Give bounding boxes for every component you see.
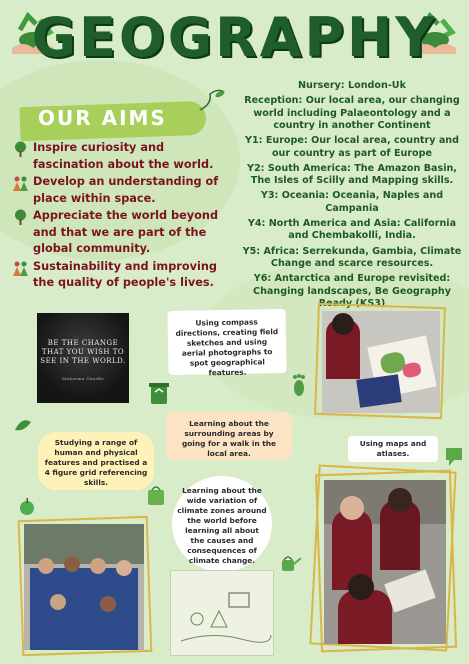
footprint-icon: [292, 374, 306, 398]
child-face: [50, 594, 66, 610]
aims-list: [12, 140, 232, 293]
curriculum-item: [238, 246, 466, 271]
child-face: [100, 596, 116, 612]
aim-text: Develop an understanding of place within space.: [33, 175, 219, 205]
year-label: Y2:: [247, 162, 265, 174]
aim-text: Inspire curiosity and fascination about the world.: [33, 141, 214, 171]
watering-can-icon: [276, 552, 302, 574]
curriculum-item: [238, 135, 466, 160]
sketch-drawing: [171, 571, 275, 657]
apple-icon: [18, 496, 36, 516]
recycle-bag-icon: [146, 484, 166, 506]
maps-bubble: [348, 436, 438, 462]
aims-heading: OUR AIMS: [38, 106, 167, 130]
year-label: Reception:: [244, 95, 303, 107]
atlas-book: [356, 374, 401, 408]
year-text: London-Uk: [348, 80, 406, 91]
child-face: [38, 558, 54, 574]
quote-line: THAT YOU WISH TO: [41, 348, 125, 356]
child-face: [90, 558, 106, 574]
leaf-icon: [14, 418, 32, 432]
children-group: [30, 568, 138, 650]
speech-bubble-icon: [444, 446, 464, 468]
year-text: Our local area, our changing world including Palaeontology and a country in another Continent: [253, 95, 460, 132]
year-text: South America: The Amazon Basin, The Isles of Scilly and Mapping skills.: [250, 162, 457, 187]
quote-line: BE THE CHANGE: [47, 339, 119, 347]
aim-item: [12, 259, 232, 292]
page-title: GEOGRAPHY: [31, 6, 438, 69]
bubble-text: Learning about the wide variation of climate zones around the world before learning all about the causes and consequences of climate change.: [177, 486, 267, 565]
year-text: Europe: Our local area, country and our country as part of Europe: [265, 135, 459, 159]
map-work-photo: [322, 311, 440, 413]
bubble-text: Studying a range of human and physical features and practised a 4 figure grid referencing skills.: [44, 438, 148, 487]
climate-bubble: [172, 476, 272, 572]
year-label: Y1:: [245, 135, 263, 147]
tree-icon: [12, 141, 29, 158]
student-head: [388, 488, 412, 512]
curriculum-list: [238, 80, 466, 313]
atlas-page: [384, 569, 436, 612]
year-label: Y3:: [260, 190, 279, 202]
curriculum-item: [238, 80, 466, 93]
year-label: Y4:: [247, 217, 266, 229]
people-icon: [12, 260, 29, 277]
bubble-text: Learning about the surrounding areas by going for a walk in the local area.: [181, 419, 277, 458]
curriculum-item: [238, 163, 466, 188]
student-head: [332, 313, 354, 335]
quote-author: Mahatma Gandhi: [61, 376, 105, 381]
curriculum-item: [238, 95, 466, 133]
year-text: Africa: Serrekunda, Gambia, Climate Change and scarce resources.: [263, 245, 462, 270]
student-head: [348, 574, 374, 600]
quote-line: SEE IN THE WORLD.: [40, 357, 126, 365]
child-face: [64, 556, 80, 572]
features-bubble: [38, 432, 154, 490]
class-group-photo: [24, 524, 144, 650]
aim-item: [12, 208, 232, 258]
curriculum-item: [238, 218, 466, 243]
year-label: Y5:: [242, 245, 261, 257]
field-sketch: [170, 570, 274, 656]
leaf-swirl-icon: [198, 86, 228, 114]
year-text: Antarctica and Europe revisited: Changing landscapes, Be Geography Ready (KS3): [253, 273, 451, 310]
aim-text: Sustainability and improving the quality of people's lives.: [33, 259, 217, 289]
year-label: Y6:: [253, 273, 272, 285]
child-face: [116, 560, 132, 576]
quote-image: [37, 313, 129, 403]
walk-bubble: [166, 412, 292, 460]
year-text: North America and Asia: California and Chembakolli, India.: [268, 217, 457, 242]
atlas-work-photo: [324, 480, 446, 644]
people-icon: [12, 175, 29, 192]
aim-item: [12, 174, 232, 207]
student-head: [340, 496, 364, 520]
aim-item: [12, 140, 232, 173]
year-label: Nursery:: [298, 80, 345, 91]
bubble-text: Using maps and atlases.: [359, 439, 427, 458]
recycle-bin-icon: [148, 378, 170, 406]
bubble-text: Using compass directions, creating field sketches and using aerial photographs to spot geographical features.: [175, 317, 279, 378]
year-text: Oceania: Oceania, Naples and Campania: [281, 190, 444, 214]
tree-icon: [12, 209, 29, 226]
curriculum-item: [238, 190, 466, 215]
compass-bubble: [167, 309, 286, 378]
aim-text: Appreciate the world beyond and that we are part of the global community.: [33, 209, 219, 255]
